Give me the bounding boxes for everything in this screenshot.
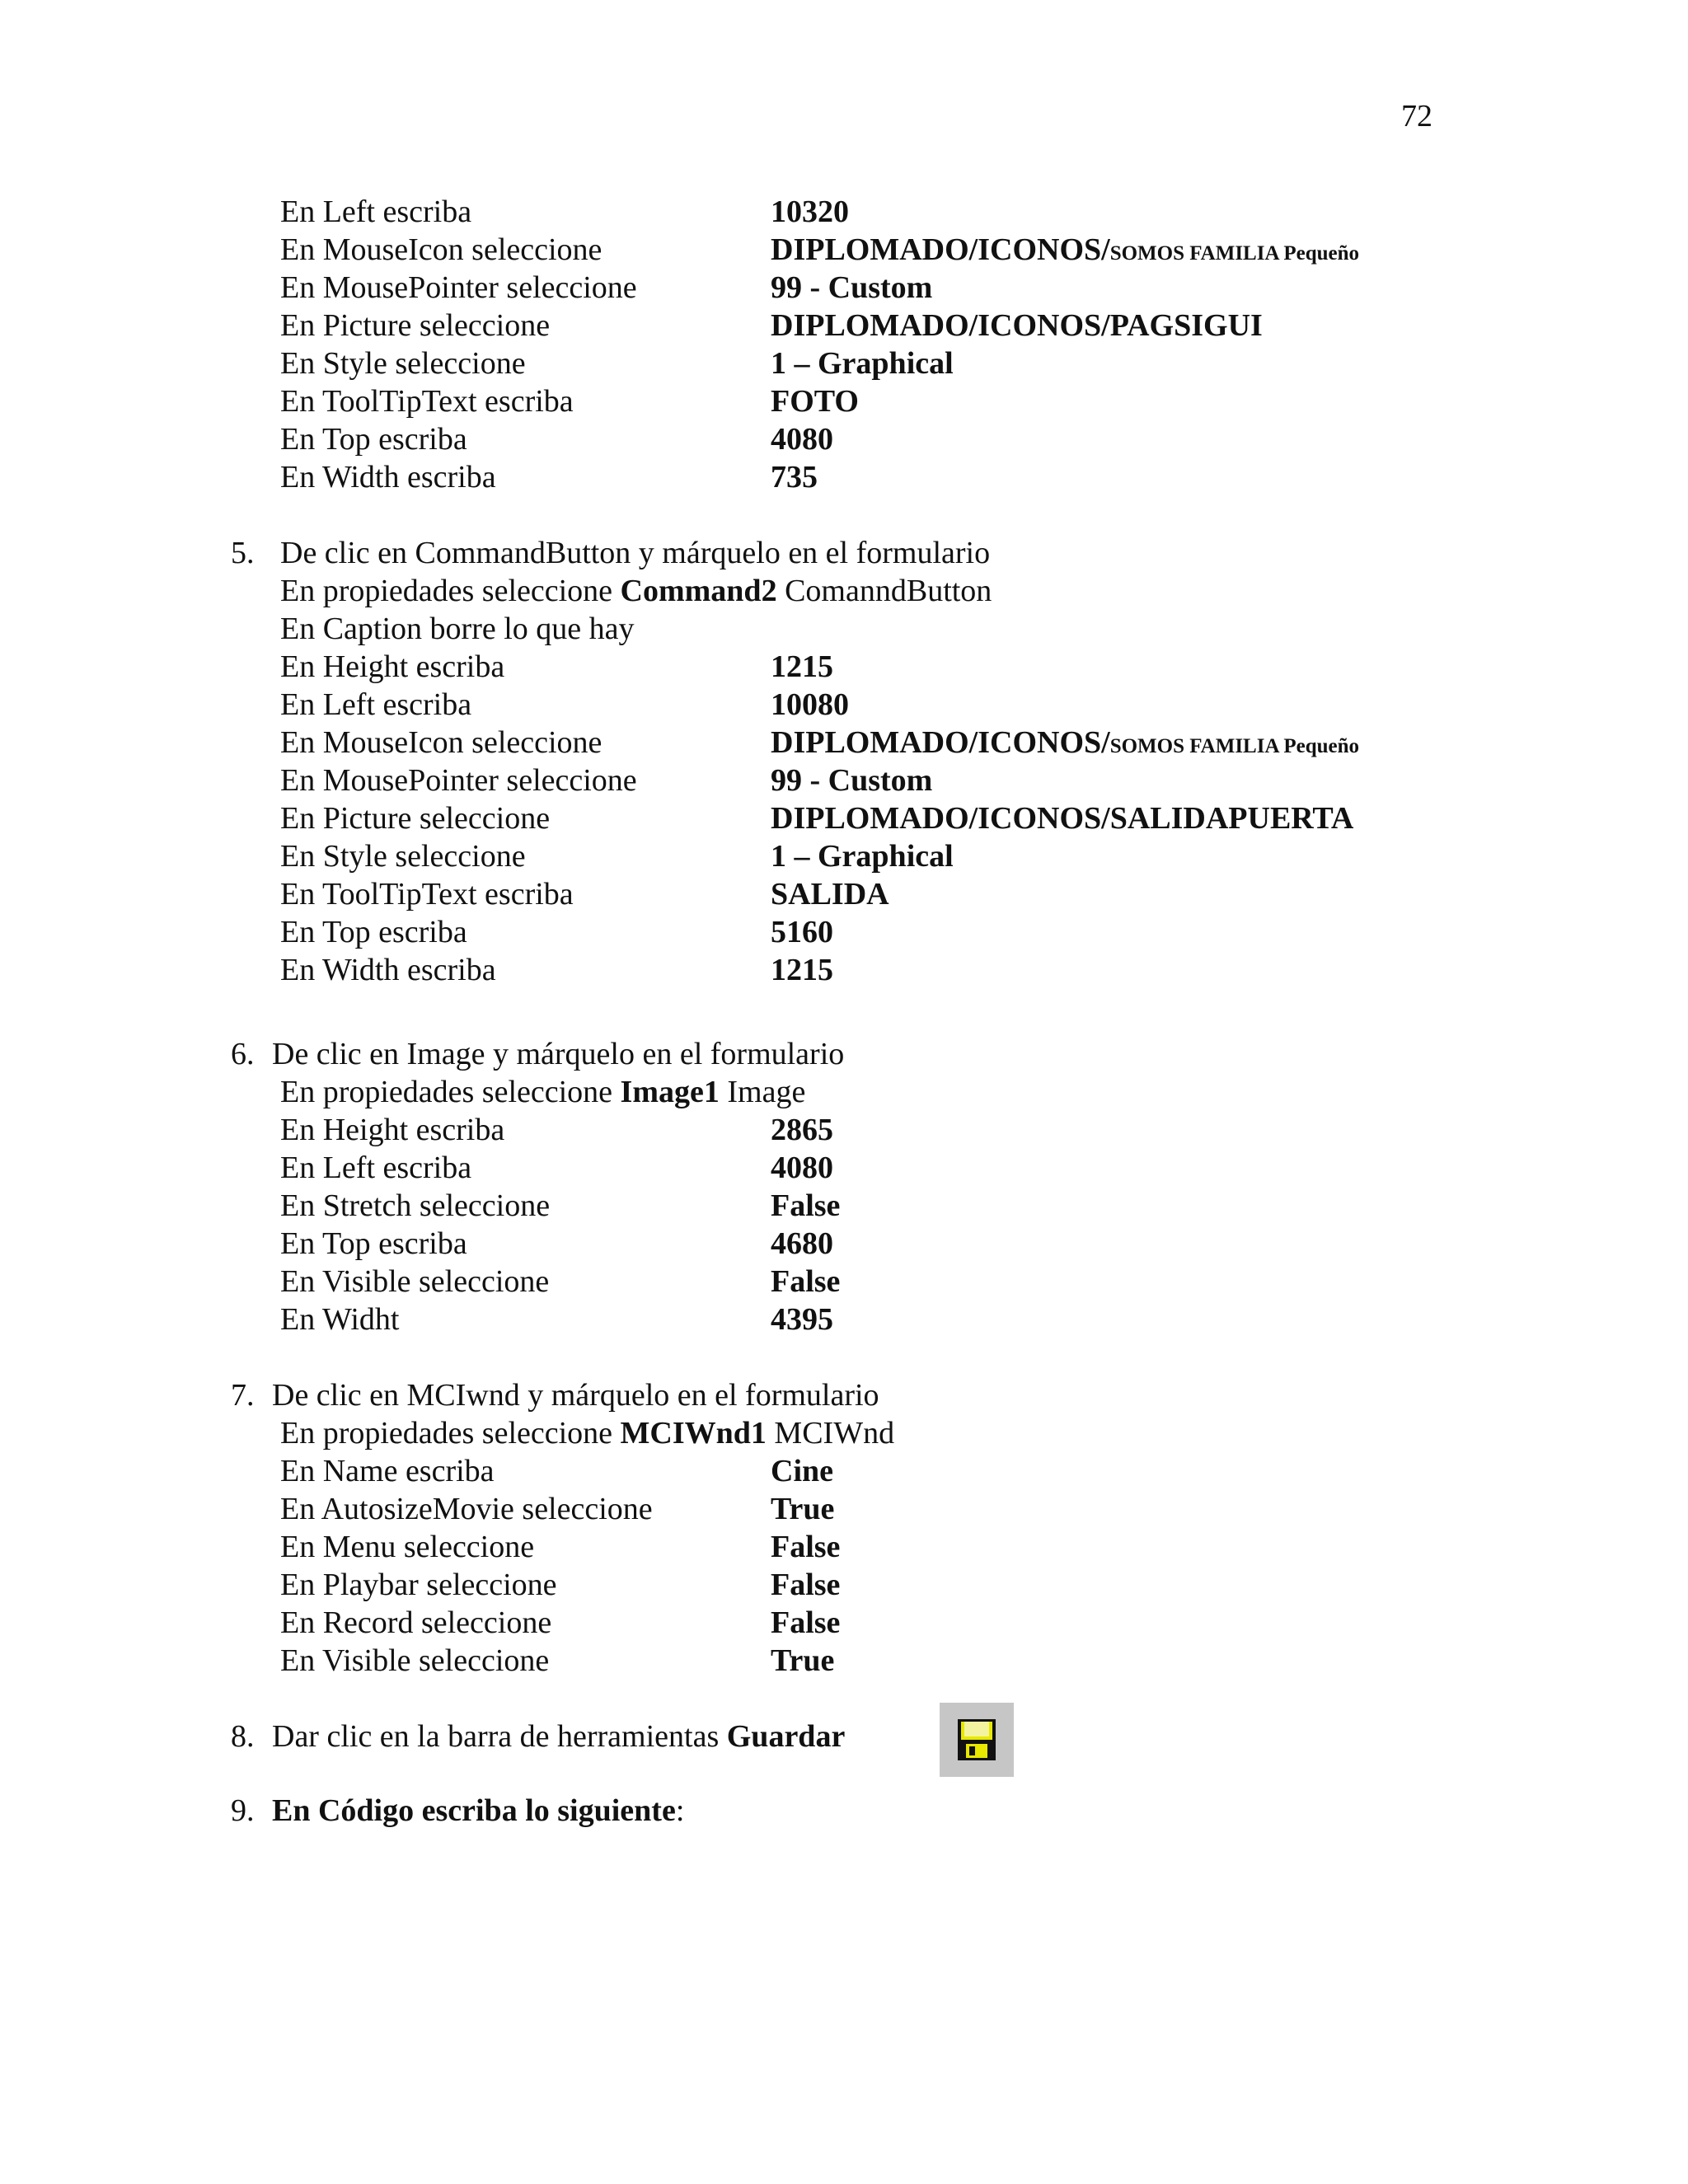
property-label: En Picture seleccione [280, 308, 551, 343]
step-number: 6. [231, 1037, 255, 1071]
step-text-bold: Guardar [726, 1719, 846, 1754]
property-value [771, 231, 1359, 273]
property-label: En ToolTipText escriba [280, 877, 574, 912]
step-text: De clic en MCIwnd y márquelo en el formulario [272, 1378, 879, 1413]
value-path: DIPLOMADO/ICONOS/ [771, 725, 1110, 760]
property-label: En Record seleccione [280, 1605, 552, 1640]
property-value: 1 – Graphical [771, 839, 954, 874]
property-value: True [771, 1492, 835, 1526]
property-label: En Picture seleccione [280, 801, 551, 836]
property-label: En Style seleccione [280, 839, 526, 874]
property-label: En Left escriba [280, 194, 472, 229]
property-label: En Name escriba [280, 1454, 495, 1488]
property-value: DIPLOMADO/ICONOS/PAGSIGUI [771, 308, 1263, 343]
control-type: MCIWnd [766, 1416, 895, 1451]
step-number: 7. [231, 1378, 255, 1413]
property-value: False [771, 1188, 841, 1223]
page-number: 72 [1401, 99, 1432, 134]
step-number: 9. [231, 1793, 255, 1828]
properties-line [280, 572, 992, 610]
step-text: De clic en Image y márquelo en el formulario [272, 1037, 845, 1071]
property-label: En Top escriba [280, 1226, 467, 1261]
step-text [272, 1792, 684, 1830]
property-label: En Visible seleccione [280, 1264, 550, 1299]
property-label: En Top escriba [280, 422, 467, 457]
property-label: En Visible seleccione [280, 1643, 550, 1678]
step-text-bold: En Código escriba lo siguiente [272, 1793, 676, 1828]
property-value: 4080 [771, 422, 833, 457]
floppy-disk-icon [940, 1703, 1014, 1777]
property-value: SALIDA [771, 877, 889, 912]
property-value: FOTO [771, 384, 859, 419]
property-value: 1 – Graphical [771, 346, 954, 381]
property-label: En Width escriba [280, 460, 496, 494]
property-label: En Widht [280, 1302, 400, 1337]
property-value: False [771, 1530, 841, 1564]
property-value: 5160 [771, 915, 833, 949]
property-label: En MouseIcon seleccione [280, 725, 603, 760]
property-label: En Style seleccione [280, 346, 526, 381]
property-value: 10320 [771, 194, 849, 229]
property-label: En ToolTipText escriba [280, 384, 574, 419]
property-label: En AutosizeMovie seleccione [280, 1492, 653, 1526]
property-label: En Height escriba [280, 649, 505, 684]
properties-line [280, 1414, 894, 1452]
step-number: 5. [231, 536, 255, 570]
property-value: False [771, 1568, 841, 1602]
property-value: 10080 [771, 687, 849, 722]
properties-line [280, 1073, 805, 1111]
property-value: 735 [771, 460, 818, 494]
property-value: Cine [771, 1454, 833, 1488]
caption-line: En Caption borre lo que hay [280, 612, 635, 646]
property-label: En Left escriba [280, 1151, 472, 1185]
property-label: En MousePointer seleccione [280, 270, 637, 305]
property-value: 99 - Custom [771, 763, 933, 798]
property-label: En Width escriba [280, 953, 496, 987]
control-name: MCIWnd1 [620, 1416, 767, 1451]
property-label: En Top escriba [280, 915, 467, 949]
value-path: DIPLOMADO/ICONOS/ [771, 232, 1110, 267]
property-value: DIPLOMADO/ICONOS/SALIDAPUERTA [771, 801, 1354, 836]
property-value: 4680 [771, 1226, 833, 1261]
value-small: SOMOS FAMILIA Pequeño [1109, 242, 1360, 265]
step-number: 8. [231, 1719, 255, 1754]
property-label: En Stretch seleccione [280, 1188, 551, 1223]
step-text [272, 1718, 845, 1755]
property-value: 1215 [771, 649, 833, 684]
property-value: False [771, 1605, 841, 1640]
property-value: 4395 [771, 1302, 833, 1337]
step-text-plain: Dar clic en la barra de herramientas [272, 1719, 727, 1754]
property-value: False [771, 1264, 841, 1299]
control-type: ComanndButton [776, 574, 992, 608]
control-name: Command2 [620, 574, 777, 608]
property-label: En Height escriba [280, 1113, 505, 1147]
properties-prefix: En propiedades seleccione [280, 574, 621, 608]
value-small: SOMOS FAMILIA Pequeño [1109, 735, 1360, 757]
step-text-suffix: : [675, 1793, 685, 1828]
property-value: 1215 [771, 953, 833, 987]
property-label: En Playbar seleccione [280, 1568, 557, 1602]
property-value [771, 724, 1359, 766]
property-label: En MouseIcon seleccione [280, 232, 603, 267]
property-label: En Menu seleccione [280, 1530, 535, 1564]
properties-prefix: En propiedades seleccione [280, 1416, 621, 1451]
property-value: True [771, 1643, 835, 1678]
save-floppy-icon [940, 1703, 1014, 1777]
property-value: 4080 [771, 1151, 833, 1185]
property-label: En MousePointer seleccione [280, 763, 637, 798]
control-name: Image1 [620, 1075, 720, 1109]
properties-prefix: En propiedades seleccione [280, 1075, 621, 1109]
control-type: Image [719, 1075, 806, 1109]
step-text: De clic en CommandButton y márquelo en el formulario [280, 536, 991, 570]
property-label: En Left escriba [280, 687, 472, 722]
property-value: 99 - Custom [771, 270, 933, 305]
property-value: 2865 [771, 1113, 833, 1147]
